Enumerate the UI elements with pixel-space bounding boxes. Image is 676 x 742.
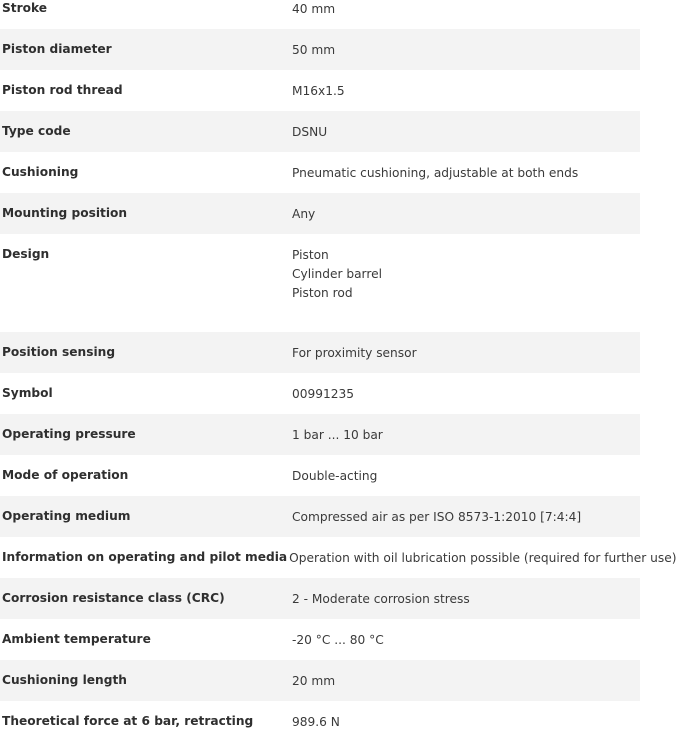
spec-label: Mode of operation [2, 468, 129, 482]
spec-row-operating-medium [0, 496, 640, 537]
spec-value: Compressed air as per ISO 8573-1:2010 [7:4:4] [292, 510, 582, 524]
spec-row-position-sensing [0, 332, 640, 373]
spec-label: Operating medium [2, 509, 131, 523]
spec-label: Operating pressure [2, 427, 136, 441]
spec-row-mounting-position [0, 193, 640, 234]
spec-value [290, 246, 640, 303]
spec-value: Pneumatic cushioning, adjustable at both ends [292, 166, 579, 180]
spec-label: Ambient temperature [2, 632, 151, 646]
spec-label: Cushioning length [2, 673, 127, 687]
spec-row-cushioning-length [0, 660, 640, 701]
spec-row-operating-pilot-media [0, 537, 676, 578]
spec-value: For proximity sensor [292, 346, 417, 360]
spec-label: Type code [2, 124, 71, 138]
spec-value: Double-acting [292, 469, 378, 483]
spec-value: Operation with oil lubrication possible (required for further use) [289, 551, 676, 565]
spec-value: 1 bar ... 10 bar [292, 428, 383, 442]
spec-value: 20 mm [292, 674, 336, 688]
spec-label: Position sensing [2, 345, 116, 359]
spec-label: Corrosion resistance class (CRC) [2, 591, 225, 605]
spec-row-operating-pressure [0, 414, 640, 455]
spec-value: -20 °C ... 80 °C [292, 633, 384, 647]
spec-value: 989.6 N [292, 715, 340, 729]
design-line: Piston rod [292, 286, 353, 300]
spec-value: M16x1.5 [292, 84, 345, 98]
spec-value: Any [292, 207, 316, 221]
spec-row-type-code [0, 111, 640, 152]
spec-label: Theoretical force at 6 bar, retracting [2, 714, 254, 728]
spec-row-design [0, 234, 640, 332]
spec-label: Stroke [2, 1, 48, 15]
spec-row-piston-diameter [0, 29, 640, 70]
spec-label: Mounting position [2, 206, 128, 220]
spec-label: Piston diameter [2, 42, 112, 56]
spec-value: DSNU [292, 125, 328, 139]
spec-row-symbol [0, 373, 640, 414]
spec-row-piston-rod-thread [0, 70, 640, 111]
spec-label: Information on operating and pilot media [2, 550, 288, 564]
spec-label: Design [2, 247, 50, 261]
design-line: Cylinder barrel [292, 267, 382, 281]
spec-label: Cushioning [2, 165, 79, 179]
spec-row-theoretical-force [0, 701, 640, 742]
spec-value: 40 mm [292, 2, 336, 16]
spec-label: Symbol [2, 386, 53, 400]
spec-row-ambient-temperature [0, 619, 640, 660]
spec-value: 2 - Moderate corrosion stress [292, 592, 470, 606]
design-line: Piston [292, 248, 329, 262]
spec-row-mode-of-operation [0, 455, 640, 496]
spec-row-stroke [0, 0, 640, 29]
spec-row-corrosion-resistance [0, 578, 640, 619]
spec-row-cushioning [0, 152, 640, 193]
spec-value: 50 mm [292, 43, 336, 57]
spec-label: Piston rod thread [2, 83, 123, 97]
spec-value: 00991235 [292, 387, 355, 401]
